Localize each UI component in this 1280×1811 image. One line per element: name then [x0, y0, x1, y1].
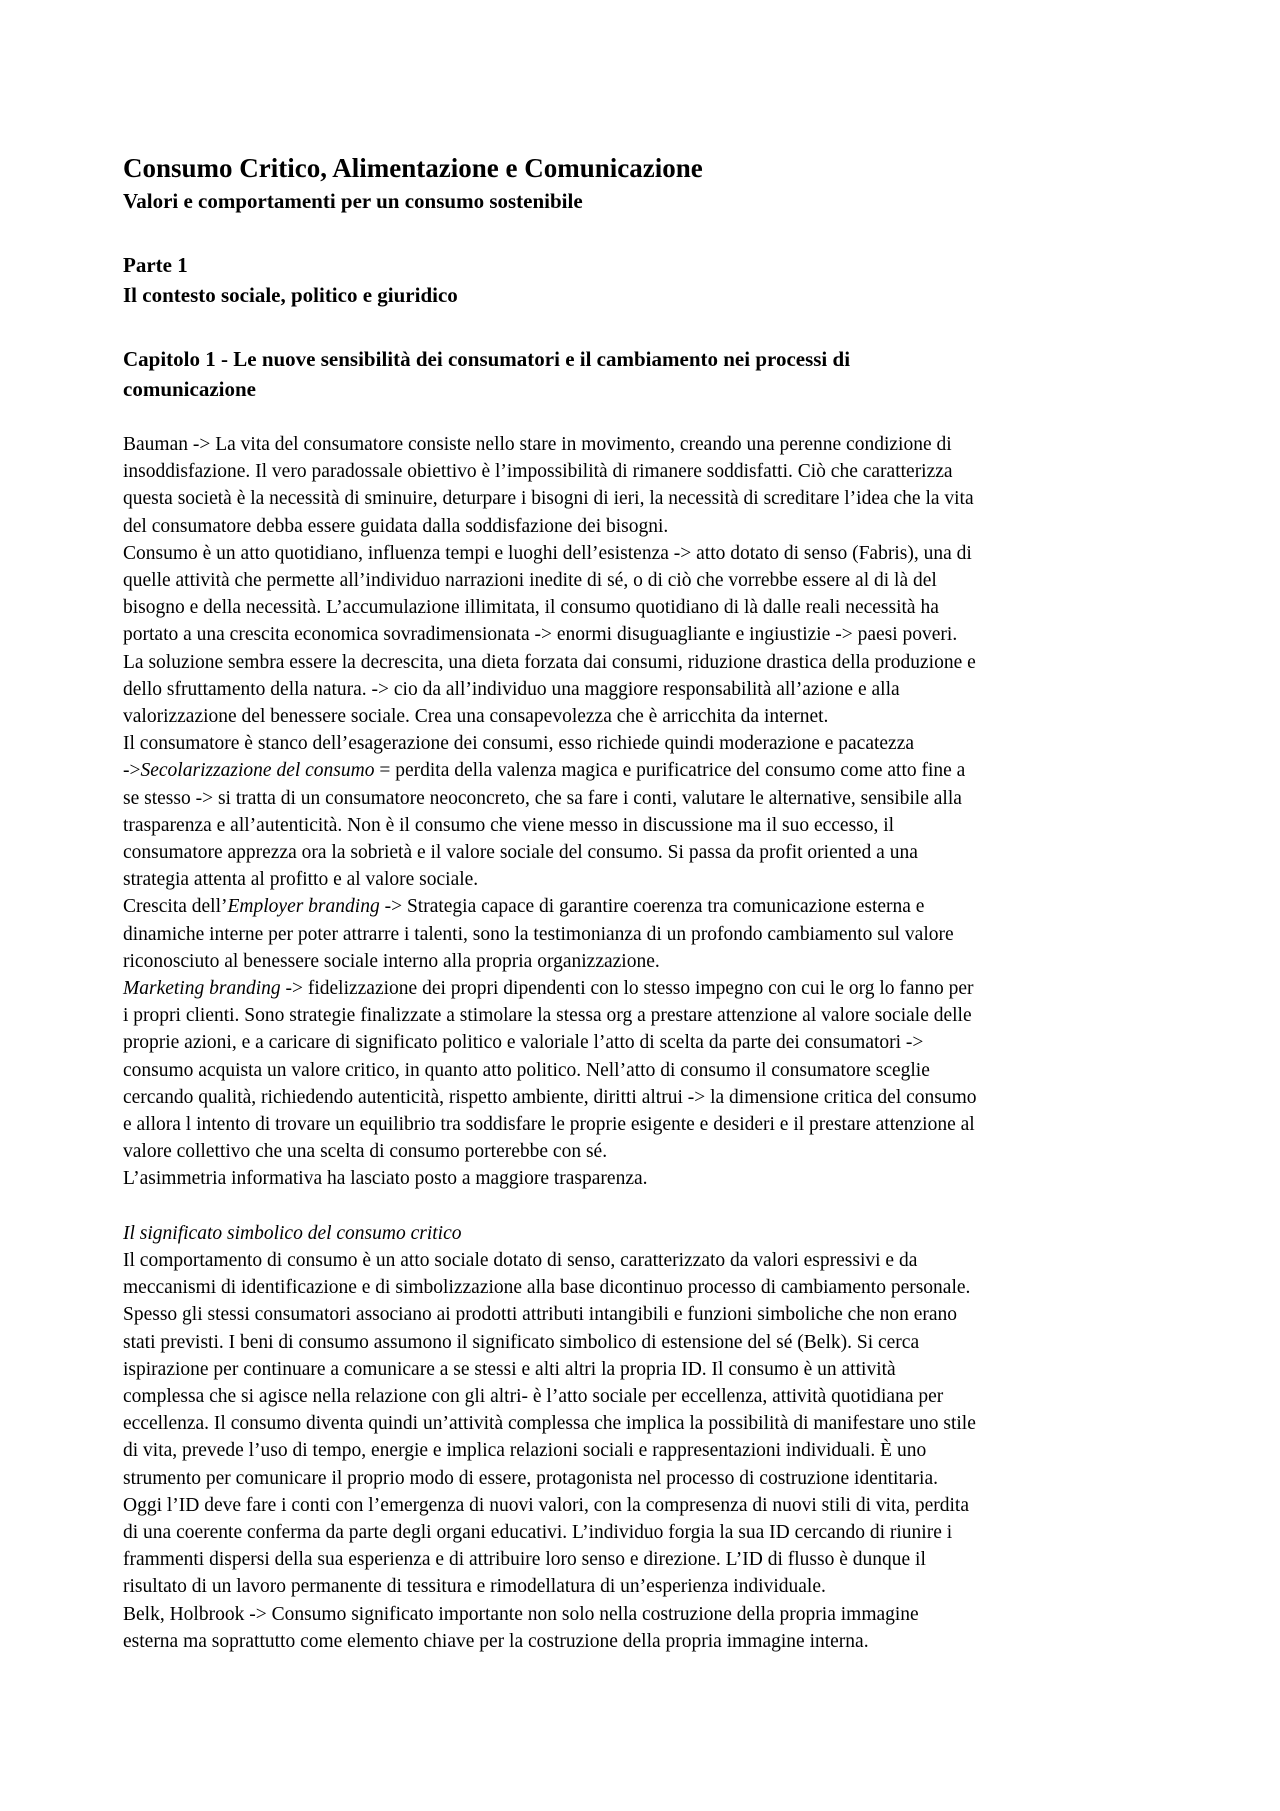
text-line: dello sfruttamento della natura. -> cio da all’individuo una maggiore responsabilità all’azione e alla — [123, 678, 900, 700]
text-line: valore collettivo che una scelta di consumo porterebbe con sé. — [123, 1141, 608, 1163]
text-line: bisogno e della necessità. L’accumulazione illimitata, il consumo quotidiano di là dalle reali necessità ha — [123, 597, 939, 619]
text-line — [123, 757, 1173, 784]
text-line: di una coerente conferma da parte degli organi educativi. L’individuo forgia la sua ID cercando di riunire i — [123, 1521, 953, 1543]
text-line: trasparenza e all’autenticità. Non è il consumo che viene messo in discussione ma il suo eccesso, il — [123, 814, 895, 836]
text-line: Il comportamento di consumo è un atto sociale dotato di senso, caratterizzato da valori espressivi e da — [123, 1249, 918, 1271]
text-line: strategia attenta al profitto e al valore sociale. — [123, 869, 479, 891]
text-line: i propri clienti. Sono strategie finalizzate a stimolare la stessa org a prestare attenzione al valore sociale delle — [123, 1005, 972, 1027]
text-line: frammenti dispersi della sua esperienza e di attribuire loro senso e direzione. L’ID di flusso è dunque il — [123, 1549, 926, 1571]
paragraph-gap — [123, 1193, 1173, 1220]
part-title: Il contesto sociale, politico e giuridico — [123, 283, 458, 307]
text-line — [123, 893, 1173, 920]
section-1-body — [123, 431, 1173, 1655]
document-page — [123, 150, 1173, 1655]
text-line: Il consumatore è stanco dell’esagerazione dei consumi, esso richiede quindi moderazione e pacatezza — [123, 733, 915, 755]
document-subtitle: Valori e comportamenti per un consumo sostenibile — [123, 189, 583, 213]
text-line: consumo acquista un valore critico, in quanto atto politico. Nell’atto di consumo il consumatore sceglie — [123, 1059, 930, 1081]
text-line: quelle attività che permette all’individuo narrazioni inedite di sé, o di ciò che vorrebbe essere al di là del — [123, 570, 937, 592]
chapter-title-line: Capitolo 1 - Le nuove sensibilità dei consumatori e il cambiamento nei processi di — [123, 347, 851, 371]
document-title: Consumo Critico, Alimentazione e Comunicazione — [123, 153, 703, 183]
term-marketing-branding: Marketing branding — [123, 978, 281, 1000]
text-line: Consumo è un atto quotidiano, influenza tempi e luoghi dell’esistenza -> atto dotato di senso (Fabris), una di — [123, 542, 972, 564]
text-line: complessa che si agisce nella relazione con gli altri- è l’atto sociale per eccellenza, attività quotidiana per — [123, 1385, 944, 1407]
text-fragment: Crescita dell’ — [123, 896, 228, 918]
text-line: insoddisfazione. Il vero paradossale obiettivo è l’impossibilità di rimanere soddisfatti. Ciò che caratterizza — [123, 461, 953, 483]
text-line: proprie azioni, e a caricare di significato politico e valoriale l’atto di scelta da parte dei consumatori -> — [123, 1032, 924, 1054]
text-fragment: -> Strategia capace di garantire coerenza tra comunicazione esterna e — [379, 896, 925, 918]
text-line — [123, 975, 1173, 1002]
text-line: eccellenza. Il consumo diventa quindi un’attività complessa che implica la possibilità di manifestare uno stile — [123, 1413, 976, 1435]
text-line: cercando qualità, richiedendo autenticità, rispetto ambiente, diritti altrui -> la dimensione critica del consumo — [123, 1086, 977, 1108]
text-line: strumento per comunicare il proprio modo di essere, protagonista nel processo di costruzione identitaria. — [123, 1467, 938, 1489]
text-fragment: -> — [123, 760, 141, 782]
text-line: Bauman -> La vita del consumatore consiste nello stare in movimento, creando una perenne condizione di — [123, 434, 952, 455]
chapter-title-line: comunicazione — [123, 377, 256, 401]
text-line: riconosciuto al benessere sociale interno alla propria organizzazione. — [123, 950, 660, 972]
text-line: L’asimmetria informativa ha lasciato posto a maggiore trasparenza. — [123, 1168, 648, 1190]
text-line: consumatore apprezza ora la sobrietà e il valore sociale del consumo. Si passa da profit oriented a una — [123, 842, 918, 864]
text-line: del consumatore debba essere guidata dalla soddisfazione dei bisogni. — [123, 515, 669, 537]
text-line: meccanismi di identificazione e di simbolizzazione alla base dicontinuo processo di cambiamento personale. — [123, 1277, 971, 1299]
section-2-heading: Il significato simbolico del consumo critico — [123, 1222, 462, 1244]
term-secolarizzazione: Secolarizzazione del consumo — [140, 760, 375, 782]
text-line: La soluzione sembra essere la decrescita, una dieta forzata dai consumi, riduzione drastica della produzione e — [123, 651, 976, 673]
text-line: Spesso gli stessi consumatori associano ai prodotti attributi intangibili e funzioni simboliche che non erano — [123, 1304, 958, 1326]
part-label: Parte 1 — [123, 253, 188, 277]
text-line: esterna ma soprattutto come elemento chiave per la costruzione della propria immagine interna. — [123, 1630, 869, 1652]
chapter-title — [123, 344, 1173, 404]
text-line: di vita, prevede l’uso di tempo, energie e implica relazioni sociali e rappresentazioni individuali. È uno — [123, 1440, 927, 1462]
text-line: questa società è la necessità di sminuire, deturpare i bisogni di ieri, la necessità di screditare l’idea che la vita — [123, 488, 974, 510]
text-line: risultato di un lavoro permanente di tessitura e rimodellatura di un’esperienza individuale. — [123, 1576, 826, 1598]
text-fragment: = perdita della valenza magica e purificatrice del consumo come atto fine a — [374, 760, 966, 782]
text-line: Oggi l’ID deve fare i conti con l’emergenza di nuovi valori, con la compresenza di nuovi stili di vita, perdita — [123, 1494, 969, 1516]
text-line: dinamiche interne per poter attrarre i talenti, sono la testimonianza di un profondo cambiamento sul valore — [123, 923, 954, 945]
term-employer-branding: Employer branding — [227, 896, 380, 918]
text-line: se stesso -> si tratta di un consumatore neoconcreto, che sa fare i conti, valutare le alternative, sensibile alla — [123, 787, 962, 809]
text-line: ispirazione per continuare a comunicare a se stessi e alti altri la propria ID. Il consumo è un attività — [123, 1358, 896, 1380]
text-line: valorizzazione del benessere sociale. Crea una consapevolezza che è arricchita da internet. — [123, 706, 829, 728]
text-line: Belk, Holbrook -> Consumo significato importante non solo nella costruzione della propria immagine — [123, 1603, 919, 1625]
text-line: e allora l intento di trovare un equilibrio tra soddisfare le proprie esigente e desideri e il prestare attenzione al — [123, 1114, 975, 1136]
text-fragment: -> fidelizzazione dei propri dipendenti con lo stesso impegno con cui le org lo fanno per — [280, 978, 974, 1000]
text-line: portato a una crescita economica sovradimensionata -> enormi disuguagliante e ingiustizie -> paesi poveri. — [123, 624, 958, 646]
text-line: stati previsti. I beni di consumo assumono il significato simbolico di estensione del sé (Belk). Si cerca — [123, 1331, 920, 1353]
